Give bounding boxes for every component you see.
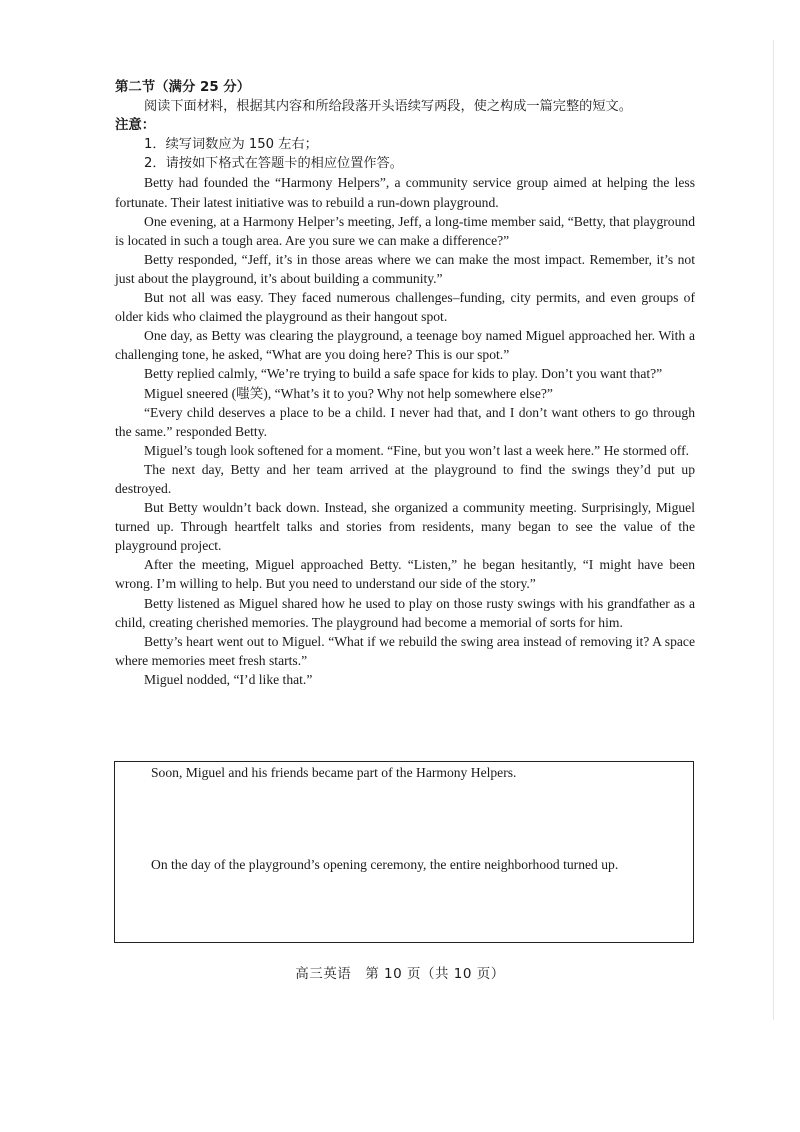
page-footer: 高三英语 第 10 页（共 10 页） xyxy=(295,966,505,982)
section-instruction: 阅读下面材料，根据其内容和所给段落开头语续写两段，使之构成一篇完整的短文。 xyxy=(144,99,632,115)
story-paragraph: Betty responded, “Jeff, it’s in those areas where we can make the most impact. Remember, it’s not just about the playground, it’s about building a community.” xyxy=(115,251,695,286)
story-paragraph: One evening, at a Harmony Helper’s meeting, Jeff, a long-time member said, “Betty, that playground is located in such a tough area. Are you sure we can make a difference?” xyxy=(115,213,695,248)
story-paragraph: One day, as Betty was clearing the playground, a teenage boy named Miguel approached her. With a challenging tone, he asked, “What are you doing here? This is our spot.” xyxy=(115,328,695,363)
story-paragraph: Betty replied calmly, “We’re trying to build a safe space for kids to play. Don’t you want that?” xyxy=(144,366,663,382)
story-paragraph: After the meeting, Miguel approached Betty. “Listen,” he began hesitantly, “I might have been wrong. I’m willing to help. But you need to understand our side of the story.” xyxy=(115,557,695,592)
scan-edge-line xyxy=(773,40,774,1020)
story-paragraph: But Betty wouldn’t back down. Instead, she organized a community meeting. Surprisingly, Miguel turned up. Through heartfelt talks and stories from residents, many began to see the value of the playground project. xyxy=(115,500,695,554)
story-paragraph: “Every child deserves a place to be a child. I never had that, and I don’t want others to go through the same.” responded Betty. xyxy=(115,404,695,439)
note-item: 2．请按如下格式在答题卡的相应位置作答。 xyxy=(144,156,403,172)
story-paragraph: Miguel sneered (嗤笑), “What’s it to you? Why not help somewhere else?” xyxy=(144,385,553,401)
story-paragraph: But not all was easy. They faced numerous challenges–funding, city permits, and even groups of older kids who claimed the playground as their hangout spot. xyxy=(115,290,695,325)
notes-label: 注意： xyxy=(115,118,156,134)
story-paragraph: The next day, Betty and her team arrived at the playground to find the swings they’d put up destroyed. xyxy=(115,461,695,496)
story-paragraph: Betty had founded the “Harmony Helpers”, a community service group aimed at helping the less fortunate. Their latest initiative was to rebuild a run-down playground. xyxy=(115,175,695,210)
answer-box[interactable] xyxy=(114,761,694,943)
story-paragraph: Betty listened as Miguel shared how he used to play on those rusty swings with his grandfather as a child, creating cherished memories. The playground had become a memorial of sorts for him. xyxy=(115,595,695,630)
story-paragraph: Miguel’s tough look softened for a moment. “Fine, but you won’t last a week here.” He stormed off. xyxy=(144,442,690,458)
exam-page xyxy=(115,78,695,689)
continuation-opening-1: Soon, Miguel and his friends became part of the Harmony Helpers. xyxy=(151,765,517,780)
story-paragraph: Betty’s heart went out to Miguel. “What if we rebuild the swing area instead of removing it? A space where memories meet fresh starts.” xyxy=(115,633,695,668)
note-item: 1．续写词数应为 150 左右； xyxy=(144,137,318,153)
section-heading: 第二节（满分 25 分） xyxy=(115,80,251,95)
story-paragraph: Miguel nodded, “I’d like that.” xyxy=(144,671,313,687)
continuation-opening-2: On the day of the playground’s opening ceremony, the entire neighborhood turned up. xyxy=(151,857,619,872)
